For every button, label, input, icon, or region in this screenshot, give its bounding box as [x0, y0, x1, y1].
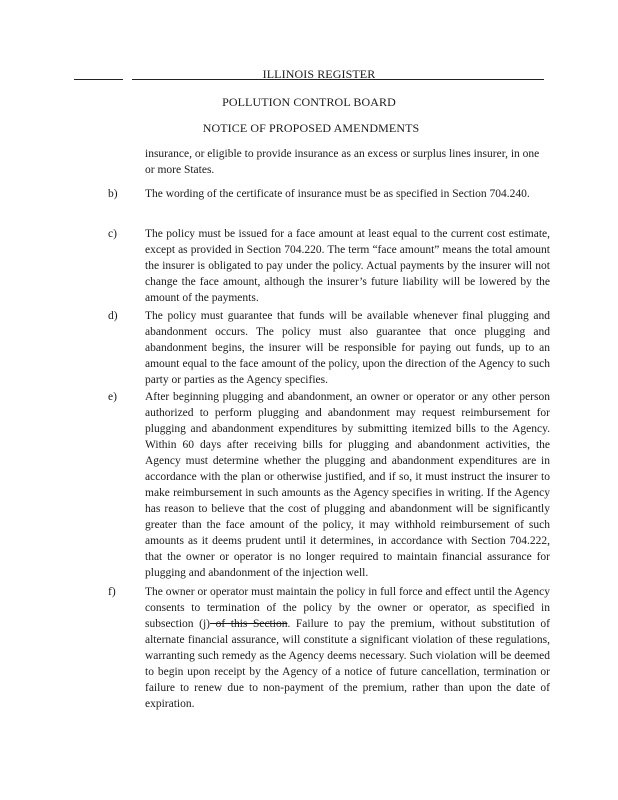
item-label: c) — [108, 228, 117, 240]
notice-title: NOTICE OF PROPOSED AMENDMENTS — [202, 121, 420, 135]
item-text: The wording of the certificate of insurance must be as specified in Section 704.240. — [145, 188, 530, 200]
item-text: The policy must guarantee that funds will be available whenever final plugging and abandonment occurs. The policy must also guarantee that once plugging and abandonment begins, the insurer will be responsible for paying out funds, up to an amount equal to the face amount of the policy, upon the direction of the Agency to such party or parties as the Agency specifies. — [145, 310, 550, 386]
item-text-after: . Failure to pay the premium, without substitution of alternate financial assurance, will constitute a significant violation of these regulations, warranting such remedy as the Agency deems necessary. Such violation will be deemed to begin upon receipt by the Agency of a notice of future cancellation, termination or failure to renew due to non-payment of the premium, rather than upon the date of expiration. — [145, 618, 550, 710]
item-label: b) — [108, 188, 118, 200]
item-text: The policy must be issued for a face amount at least equal to the current cost estimate, except as provided in Section 704.220. The term “face amount” means the total amount the insurer is obligated to pay under the policy. Actual payments by the insurer will not change the face amount, although the insurer’s future liability will be lowered by the amount of the payments. — [145, 228, 550, 304]
item-label: e) — [108, 391, 117, 403]
item-label: d) — [108, 310, 118, 322]
register-title: ILLINOIS REGISTER — [262, 67, 376, 81]
item-text-before: The owner or operator must maintain the policy in full force and effect until the Agency consents to termination of the policy by the owner or operator, as specified in subsection (j) — [145, 586, 550, 630]
intro-paragraph: insurance, or eligible to provide insurance as an excess or surplus lines insurer, in one or more States. — [145, 148, 540, 176]
item-text — [145, 584, 550, 712]
board-title: POLLUTION CONTROL BOARD — [222, 95, 396, 109]
struck-text: of this Section — [210, 618, 288, 630]
item-text: After beginning plugging and abandonment, an owner or operator or any other person authorized to perform plugging and abandonment may request reimbursement for plugging and abandonment expenditures by submitting itemized bills to the Agency. Within 60 days after receiving bills for plugging and abandonment activities, the Agency must determine whether the plugging and abandonment expenditures are in accordance with the plan or otherwise justified, and if so, it must instruct the insurer to make reimbursement in such amounts as the Agency specifies in writing. If the Agency has reason to believe that the cost of plugging and abandonment will be significantly greater than the face amount of the policy, it may withhold reimbursement of such amounts as it deems prudent until it determines, in accordance with Section 704.222, that the owner or operator is no longer required to maintain financial assurance for plugging and abandonment of the injection well. — [145, 391, 550, 579]
item-label: f) — [108, 586, 116, 598]
